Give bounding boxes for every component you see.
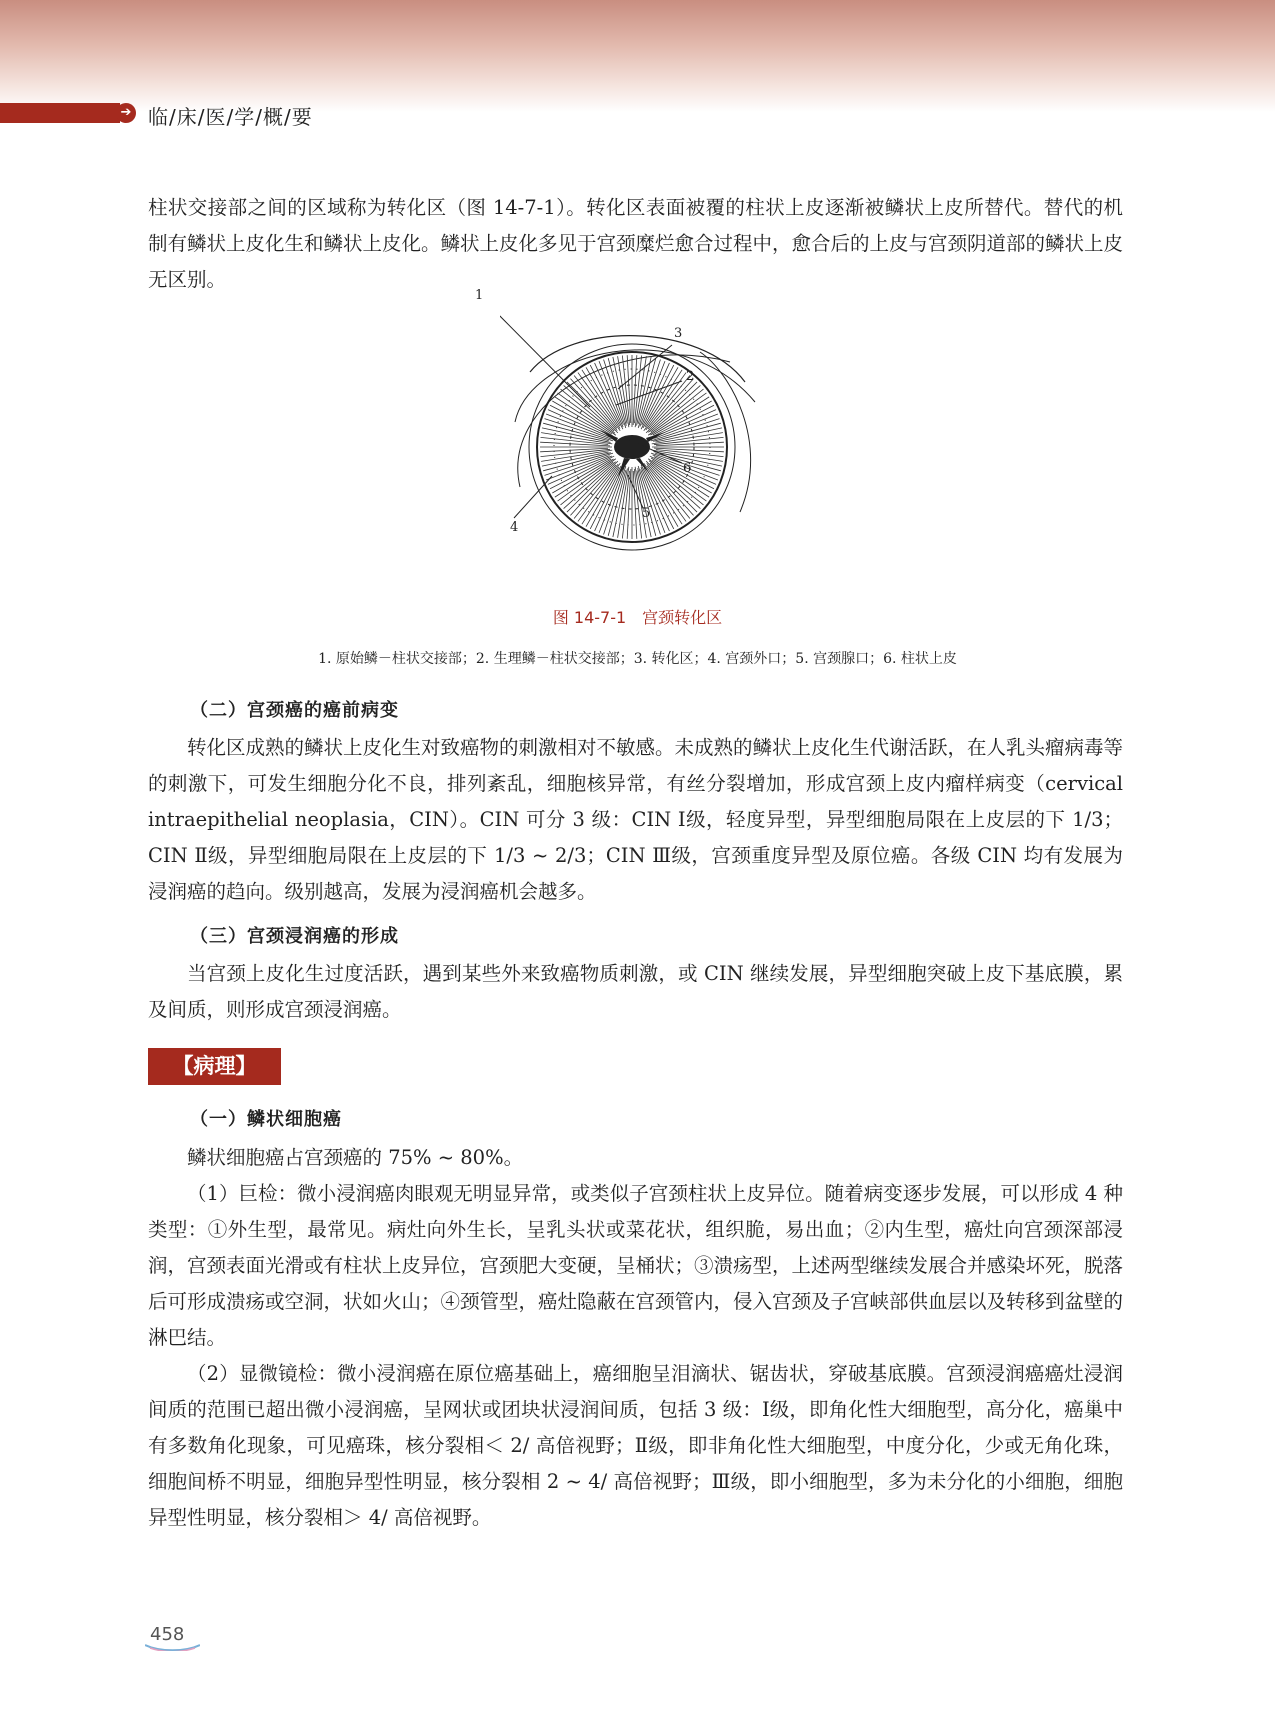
- precancer-paragraph: 转化区成熟的鳞状上皮化生对致癌物的刺激相对不敏感。未成熟的鳞状上皮化生代谢活跃，在人乳头瘤病毒等的刺激下，可发生细胞分化不良，排列紊乱，细胞核异常，有丝分裂增加，形成宫颈上皮内瘤样病变（cervical intraepithelial neoplasia，CIN）。CIN 可分 3 级：CIN Ⅰ级，轻度异型，异型细胞局限在上皮层的下 1/3；CIN Ⅱ级，异型细胞局限在上皮层的下 1/3 ~ 2/3；CIN Ⅲ级，宫颈重度异型及原位癌。各级 CIN 均有发展为浸润癌的趋向。级别越高，发展为浸润癌机会越多。: [148, 736, 1124, 903]
- arrow-right-icon: ➔: [116, 103, 136, 123]
- cervix-diagram: [500, 312, 770, 582]
- tissue-striation: [582, 370, 620, 429]
- tissue-striation: [627, 355, 631, 423]
- tissue-striation: [654, 448, 724, 452]
- leader-line-4: [514, 476, 552, 518]
- tissue-striation: [590, 465, 623, 529]
- header-gradient: [0, 0, 1275, 112]
- tissue-striation: [650, 456, 714, 489]
- figure-legend: 1. 原始鳞－柱状交接部；2. 生理鳞－柱状交接部；3. 转化区；4. 宫颈外口；5. 宫颈腺口；6. 柱状上皮: [318, 651, 957, 667]
- figure-caption: 图 14-7-1 宫颈转化区: [552, 608, 723, 627]
- tissue-striation: [541, 437, 609, 444]
- tissue-striation: [558, 459, 616, 501]
- tissue-striation: [650, 405, 714, 438]
- book-title: 临/床/医/学/概/要: [148, 105, 313, 129]
- microscopic-exam-paragraph: （2）显微镜检：微小浸润癌在原位癌基础上，癌细胞呈泪滴状、锯齿状，穿破基底膜。宫颈浸润癌癌灶浸润间质的范围已超出微小浸润癌，呈网状或团块状浸润间质，包括 3 级：Ⅰ级，即角化性大细胞型，高分化，癌巢中有多数角化现象，可见癌珠，核分裂相＜ 2/ 高倍视野；Ⅱ级，即非角化性大细胞型，中度分化，少或无角化珠，细胞间桥不明显，细胞异型性明显，核分裂相 2 ~ 4/ 高倍视野；Ⅲ级，即小细胞型，多为未分化的小细胞，细胞异型性明显，核分裂相＞ 4/ 高倍视野。: [148, 1362, 1123, 1529]
- tissue-striation: [656, 442, 724, 446]
- squamous-intro: 鳞状细胞癌占宫颈癌的 75% ~ 80%。: [187, 1146, 524, 1169]
- figure-label-4: 4: [510, 520, 519, 535]
- cervix-transformation-zone-figure: [475, 288, 770, 582]
- tissue-striation: [555, 459, 614, 497]
- header-bar: [0, 103, 120, 123]
- intro-paragraph: 柱状交接部之间的区域称为转化区（图 14-7-1）。转化区表面被覆的柱状上皮逐渐被鳞状上皮所替代。替代的机制有鳞状上皮化生和鳞状上皮化。鳞状上皮化多见于宫颈糜烂愈合过程中，愈合后的上皮与宫颈阴道部的鳞状上皮无区别。: [148, 196, 1124, 291]
- section-heading-squamous: （一）鳞状细胞癌: [190, 1109, 342, 1130]
- figure-label-6: 6: [683, 461, 692, 476]
- tissue-striation: [558, 393, 616, 435]
- gross-exam-paragraph: （1）巨检：微小浸润癌肉眼观无明显异常，或类似子宫颈柱状上皮异位。随着病变逐步发展，可以形成 4 种类型：①外生型，最常见。病灶向外生长，呈乳头状或菜花状，组织脆，易出血；②内生型，癌灶向宫颈深部浸润，宫颈表面光滑或有柱状上皮异位，宫颈肥大变硬，呈桶状；③溃疡型，上述两型继续发展合并感染坏死，脱落后可形成溃疡或空洞，状如火山；④颈管型，癌灶隐蔽在宫颈管内，侵入宫颈及子宫峡部供血层以及转移到盆壁的淋巴结。: [148, 1182, 1124, 1349]
- page-number: 458: [150, 1624, 185, 1645]
- section-heading-precancer: （二）宫颈癌的癌前病变: [190, 700, 399, 721]
- figure-label-1: 1: [475, 288, 484, 303]
- tissue-striation: [540, 448, 608, 452]
- pathology-section-title: 【病理】: [148, 1048, 281, 1085]
- figure-label-5: 5: [642, 506, 651, 521]
- page-number-swoosh: [145, 1643, 200, 1651]
- section-heading-invasive: （三）宫颈浸润癌的形成: [190, 926, 399, 947]
- tissue-striation: [635, 356, 642, 424]
- tissue-striation: [648, 459, 706, 501]
- tissue-striation: [633, 471, 637, 539]
- tissue-striation: [540, 442, 610, 446]
- tissue-striation: [622, 471, 629, 539]
- tissue-striation: [633, 355, 637, 425]
- figure-label-2: 2: [686, 369, 695, 384]
- invasive-paragraph: 当宫颈上皮化生过度活跃，遇到某些外来致癌物质刺激，或 CIN 继续发展，异型细胞突破上皮下基底膜，累及间质，则形成宫颈浸润癌。: [148, 962, 1123, 1021]
- tissue-striation: [578, 463, 620, 521]
- figure-label-3: 3: [674, 326, 683, 341]
- tissue-striation: [648, 393, 706, 435]
- tissue-striation: [650, 397, 709, 435]
